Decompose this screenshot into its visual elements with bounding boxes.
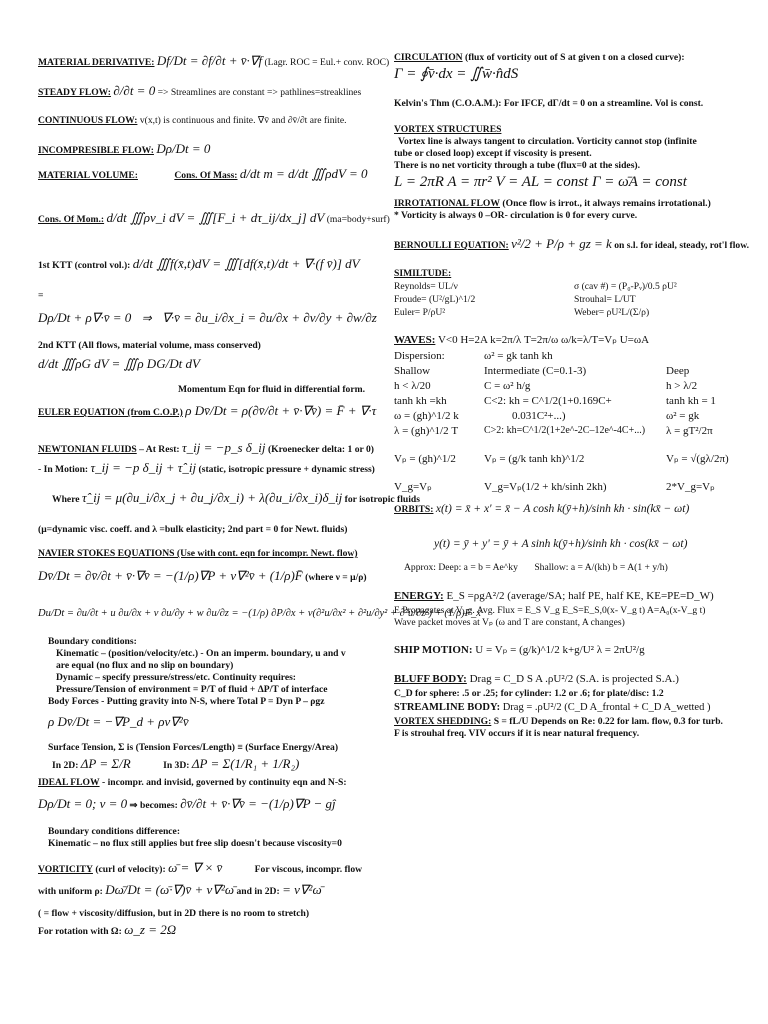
ship-motion: [394, 644, 645, 656]
note: for isotropic fluids: [344, 494, 420, 505]
waves-cell: ω² = gk: [666, 410, 700, 422]
cell: Froude= (U²/gL)^1/2: [394, 294, 476, 305]
material-volume: [38, 168, 368, 182]
waves-cell: V_g=Vₚ(1/2 + kh/sinh 2kh): [484, 481, 607, 493]
similitude-row: [574, 294, 636, 306]
irrotational-flow: [394, 198, 711, 210]
orbits-eq2: [434, 538, 687, 551]
equation: Dρ/Dt + ρ∇·v̄ = 0: [38, 310, 132, 325]
steady-flow: [38, 85, 361, 99]
waves-cell: ω² = gk tanh kh: [484, 350, 553, 362]
waves-cell: Shallow: [394, 365, 431, 377]
newtonian-motion: [38, 462, 375, 476]
section-label: VORTEX STRUCTURES: [394, 124, 502, 135]
text: Drag = .ρU²/2 (C_D A_frontal + C_D A_wetted ): [502, 702, 711, 713]
waves-cell: λ = (gh)^1/2 T: [394, 425, 459, 437]
ideal-flow-eq: [38, 798, 336, 812]
section-label: CONTINUOUS FLOW:: [38, 115, 138, 126]
euler-equation: [38, 405, 376, 419]
text: (curl of velocity):: [95, 864, 166, 875]
section-label: WAVES:: [394, 334, 436, 346]
text: Approx: Deep: a = b = Ae^ky: [404, 562, 518, 573]
text: (Once flow is irrot., it always remains irrotational.): [502, 198, 711, 209]
equation: v²/2 + P/ρ + gz = k: [511, 236, 612, 251]
waves-cell: 2*V_g=Vₚ: [666, 481, 715, 493]
text: For rotation with Ω:: [38, 926, 122, 937]
text: E_S =ρgA²/2 (average/SA; half PE, half KE, KE=PE=D_W): [446, 590, 714, 602]
equation: ω_z = 2Ω: [124, 922, 177, 937]
label: In 3D:: [163, 760, 190, 771]
section-label: ORBITS:: [394, 504, 434, 515]
section-label: MATERIAL DERIVATIVE:: [38, 57, 155, 68]
text: (flux of vorticity out of S at given t on a closed curve):: [465, 52, 685, 63]
waves-cell: Vₚ = (gh)^1/2: [394, 453, 456, 465]
circulation-eq: [394, 68, 518, 82]
note: on s.l. for ideal, steady, rot'l flow.: [614, 240, 749, 251]
text: Drag = C_D S A .ρU²/2 (S.A. is projected S.A.): [469, 673, 679, 685]
section-label: IRROTATIONAL FLOW: [394, 198, 500, 209]
vortex-eq: [394, 176, 687, 190]
material-derivative: [38, 55, 389, 69]
waves-cell: C = ω² h/g: [484, 380, 531, 392]
vortex-line: Vortex line is always tangent to circulation. Vorticity cannot stop (infinite: [398, 136, 697, 147]
energy-line2: E Propagates at V_g. Avg. Flux = E_S V_g E_S=E_S,0(x- V_g t) A=A₀(x-V_g t): [394, 605, 706, 616]
cell: σ (cav #) = (P₀-Pᵥ)/0.5 ρU²: [574, 281, 677, 292]
equation: x(t) = x̄ + x' = x̄ − A cosh k(ȳ+h)/sinh kh · sin(kx̄ − ωt): [435, 503, 690, 515]
bernoulli: [394, 238, 749, 252]
text: Shallow: a = A/(kh) b = A(1 + y/h): [534, 562, 668, 573]
vortex-structures: [394, 124, 501, 136]
section-label: BLUFF BODY:: [394, 673, 467, 685]
waves-cell: Deep: [666, 365, 690, 377]
waves-cell: Vₚ = √(gλ/2π): [666, 453, 729, 465]
section-label: MATERIAL VOLUME:: [38, 170, 138, 181]
equation: τ̂_ij = μ(∂u_i/∂x_j + ∂u_j/∂x_i) + λ(∂u_i/∂x_i)δ_ij: [81, 490, 343, 505]
boundary-line: Body Forces - Putting gravity into N-S, where Total P = Dyn P – ρgz: [48, 696, 325, 707]
bluff-line2: C_D for sphere: .5 or .25; for cylinder: 1.2 or .6; for plate/disc: 1.2: [394, 688, 664, 699]
continuity: [38, 312, 377, 326]
note: For viscous, incompr. flow: [254, 864, 363, 875]
section-label: BERNOULLI EQUATION:: [394, 240, 509, 251]
vortex-line: There is no net vorticity through a tube (flux=0 at the sides).: [394, 160, 641, 171]
boundary-title: Boundary conditions:: [48, 636, 137, 647]
vortex-shedding-line2: F is strouhal freq. VIV occurs if it is near natural frequency.: [394, 728, 640, 739]
equation: = ν∇²ω̄: [282, 882, 322, 897]
kelvin-theorem: Kelvin's Thm (C.O.A.M.): For IFCF, dΓ/dt = 0 on a streamline. Vol is const.: [394, 98, 704, 109]
note: => Streamlines are constant => pathlines=streaklines: [157, 87, 362, 98]
cell: Euler= P/ρU²: [394, 307, 446, 318]
orbits-approx: [404, 562, 668, 574]
section-label: CIRCULATION: [394, 52, 463, 63]
waves-cell: h < λ/20: [394, 380, 431, 392]
equation: ω̄ = ∇ × v̄: [168, 860, 223, 875]
section-label: ENERGY:: [394, 590, 444, 602]
section-label: 2nd KTT (All flows, material volume, mass conserved): [38, 340, 261, 351]
equation: d/dt m = d/dt ∭ρdV = 0: [239, 166, 368, 181]
waves-cell: V_g=Vₚ: [394, 481, 432, 493]
circulation: [394, 52, 685, 64]
section-label: VORTEX SHEDDING:: [394, 716, 492, 727]
vorticity-rotation: [38, 924, 176, 938]
text: and in 2D:: [236, 886, 280, 897]
equation: d/dt ∭ρv_i dV = ∭[F_i + dτ_ij/dx_j] dV: [106, 210, 325, 225]
incompressible-flow: [38, 143, 210, 157]
vorticity: [38, 862, 362, 876]
waves-cell: Vₚ = (g/k tanh kh)^1/2: [484, 453, 585, 465]
equation: ∂v̄/∂t + v̄·∇v̄ = −(1/ρ)∇P − gĵ: [180, 796, 336, 811]
waves-cell: λ = gT²/2π: [666, 425, 713, 437]
text: U = Vₚ = (g/k)^1/2 k+g/U² λ = 2πU²/g: [475, 644, 645, 656]
newtonian-where: [52, 492, 420, 506]
equation: Du/Dt = ∂u/∂t + u ∂u/∂x + v ∂u/∂y + w ∂u/∂z = −(1/ρ) ∂P/∂x + ν(∂²u/∂x² + ∂²u/∂y² + ∂²u/∂z²) + (1/ρ)F_x: [38, 608, 481, 619]
equation: d/dt ∭f(x̄,t)dV = ∭[df(x̄,t)/dt + ∇·(f v̄)] dV: [132, 256, 360, 271]
ktt2: [38, 340, 261, 352]
section-label: Cons. Of Mom.:: [38, 214, 105, 225]
similitude: [394, 268, 451, 280]
text: – At Rest:: [139, 444, 180, 455]
surface-tension-eqs: [52, 758, 299, 772]
energy-line3: Wave packet moves at Vₚ (ω and T are constant, A changes): [394, 617, 625, 628]
note: (where ν = μ/ρ): [305, 572, 367, 583]
section-label: EULER EQUATION (from C.O.P.): [38, 407, 183, 418]
section-label: SIMILTUDE:: [394, 268, 452, 279]
similitude-row: [394, 307, 445, 319]
equation: ΔP = Σ(1/R₁ + 1/R₂): [191, 756, 300, 771]
ideal-flow: [38, 777, 347, 789]
text: S = fL/U Depends on Re: 0.22 for lam. flow, 0.3 for turb.: [493, 716, 723, 727]
equation: d/dt ∭ρG dV = ∭ρ DG/Dt dV: [38, 356, 200, 371]
boundary-line: Kinematic – (position/velocity/etc.) - On an imperm. boundary, u and v: [56, 648, 346, 659]
equation: τ_ij = −p_s δ_ij: [182, 440, 266, 455]
equation: ρ Dv̄/Dt = −∇P_d + ρν∇²v̄: [48, 714, 189, 729]
vortex-shedding: [394, 716, 723, 728]
equation: y(t) = ȳ + y' = ȳ + A sinh k(ȳ+h)/sinh kh · cos(kx̄ − ωt): [434, 538, 688, 550]
section-label: NEWTONIAN FLUIDS: [38, 444, 137, 455]
waves-cell: tanh kh =kh: [394, 395, 447, 407]
navier-eq1: [38, 570, 367, 584]
note: (static, isotropic pressure + dynamic stress): [198, 464, 375, 475]
continuous-flow: [38, 115, 347, 127]
equation: Dω̄/Dt = (ω̄·∇)v̄ + ν∇²ω̄: [105, 882, 235, 897]
cons-mass-label: Cons. Of Mass:: [174, 170, 238, 181]
equation: ∇·v̄ = ∂u_i/∂x_i = ∂u/∂x + ∂v/∂y + ∂w/∂z: [162, 310, 377, 325]
waves-cell: h > λ/2: [666, 380, 698, 392]
boundary-line: are equal (no flux and no slip on boundary): [56, 660, 234, 671]
waves-cell: Dispersion:: [394, 350, 445, 362]
navier-stokes: [38, 548, 358, 560]
section-label: STEADY FLOW:: [38, 87, 111, 98]
eq-mark: [38, 290, 43, 302]
waves-cell: 0.031C²+...): [512, 410, 566, 422]
newtonian-rest: [38, 442, 374, 456]
cell: Strouhal= L/UT: [574, 294, 636, 305]
label: In 2D:: [52, 760, 79, 771]
waves-cell: C<2: kh = C^1/2(1+0.169C+: [484, 395, 612, 407]
cell: Weber= ρU²L/(Σ/ρ): [574, 307, 650, 318]
body-force-eq: [48, 716, 189, 730]
section-label: VORTICITY: [38, 864, 93, 875]
equation: Dρ/Dt = 0: [156, 141, 211, 156]
similitude-row: [394, 281, 458, 293]
note: (Kroenecker delta: 1 or 0): [267, 444, 374, 455]
text: - In Motion:: [38, 464, 89, 475]
boundary-line: Pressure/Tension of environment = P/T of fluid + ΔP/T of interface: [56, 684, 328, 695]
equation: Γ = ∮v̄·dx = ∬w̄·n̂dS: [394, 66, 519, 82]
bluff-body: [394, 673, 679, 685]
text: V<0 H=2A k=2π/λ T=2π/ω ω/k=λ/T=Vₚ U=ωA: [437, 334, 650, 346]
equation: Dρ/Dt = 0; ν = 0: [38, 796, 128, 811]
streamline-body: [394, 702, 710, 714]
orbits: [394, 503, 689, 516]
section-label: SHIP MOTION:: [394, 644, 473, 656]
text: v(x,t) is continuous and finite. ∇v̄ and ∂v̄/∂t are finite.: [139, 115, 347, 126]
surface-tension: Surface Tension, Σ is (Tension Forces/Length) ≡ (Surface Energy/Area): [48, 742, 339, 753]
section-label: 1st KTT (control vol.):: [38, 260, 131, 271]
similitude-row: [574, 281, 677, 293]
note: Momentum Eqn for fluid in differential form.: [178, 384, 365, 395]
equation: L = 2πR A = πr² V = AL = const Γ = ω̄A = const: [394, 174, 687, 190]
waves-cell: C>2: kh=C^1/2(1+2e^-2C–12e^-4C+...): [484, 425, 646, 436]
waves-cell: Intermediate (C=0.1-3): [484, 365, 587, 377]
ktt2-eq: [38, 358, 200, 372]
note: (ma=body+surf): [326, 214, 390, 225]
cell: Reynolds= UL/ν: [394, 281, 458, 292]
energy: [394, 590, 714, 602]
vortex-line: tube or closed loop) except if viscosity is present.: [394, 148, 592, 159]
text: with uniform ρ:: [38, 886, 103, 897]
momentum-note: [178, 384, 365, 396]
text: Where: [52, 494, 80, 505]
arrow: ⇒: [141, 311, 152, 325]
equation: ∂/∂t = 0: [113, 83, 156, 98]
ideal-bc2: Kinematic – no flux still applies but free slip doesn't because viscosity=0: [48, 838, 342, 849]
section-label: IDEAL FLOW: [38, 777, 100, 788]
text: - incompr. and invisid, governed by continuity eqn and N-S:: [101, 777, 347, 788]
text: ⇒ becomes:: [129, 800, 178, 811]
equation: Df/Dt = ∂f/∂t + v̄·∇f: [156, 53, 263, 68]
equation: Dv̄/Dt = ∂v̄/∂t + v̄·∇v̄ = −(1/ρ)∇P + ν∇²v̄ + (1/ρ)F̄: [38, 568, 303, 583]
ktt1: [38, 258, 360, 272]
note: (Lagr. ROC = Eul.+ conv. ROC): [264, 57, 390, 68]
cons-mom: [38, 212, 390, 226]
note: (μ=dynamic visc. coeff. and λ =bulk elasticity; 2nd part = 0 for Newt. fluids): [38, 524, 348, 535]
waves: [394, 334, 649, 346]
vorticity-eq: [38, 884, 322, 898]
irrotational-text: * Vorticity is always 0 –OR- circulation is 0 for every curve.: [394, 210, 638, 221]
section-label: NAVIER STOKES EQUATIONS (Use with cont. eqn for incompr. Newt. flow): [38, 548, 358, 559]
equals-mark: =: [38, 290, 44, 301]
ideal-bc: Boundary conditions difference:: [48, 826, 181, 837]
section-label: INCOMPRESIBLE FLOW:: [38, 145, 154, 156]
mu-note: [38, 524, 347, 536]
equation: ΔP = Σ/R: [80, 756, 131, 771]
section-label: STREAMLINE BODY:: [394, 702, 501, 713]
similitude-row: [394, 294, 475, 306]
boundary-line: Dynamic – specify pressure/stress/etc. Continuity requires:: [56, 672, 297, 683]
waves-cell: tanh kh = 1: [666, 395, 716, 407]
vorticity-note: ( = flow + viscosity/diffusion, but in 2D there is no room to stretch): [38, 908, 310, 919]
similitude-row: [574, 307, 649, 319]
equation: ρ Dv̄/Dt = ρ(∂v̄/∂t + v̄·∇v̄) = F̄ + ∇·τ: [185, 403, 377, 418]
waves-cell: ω = (gh)^1/2 k: [394, 410, 459, 422]
equation: τ_ij = −p δ_ij + τ̂_ij: [90, 460, 197, 475]
